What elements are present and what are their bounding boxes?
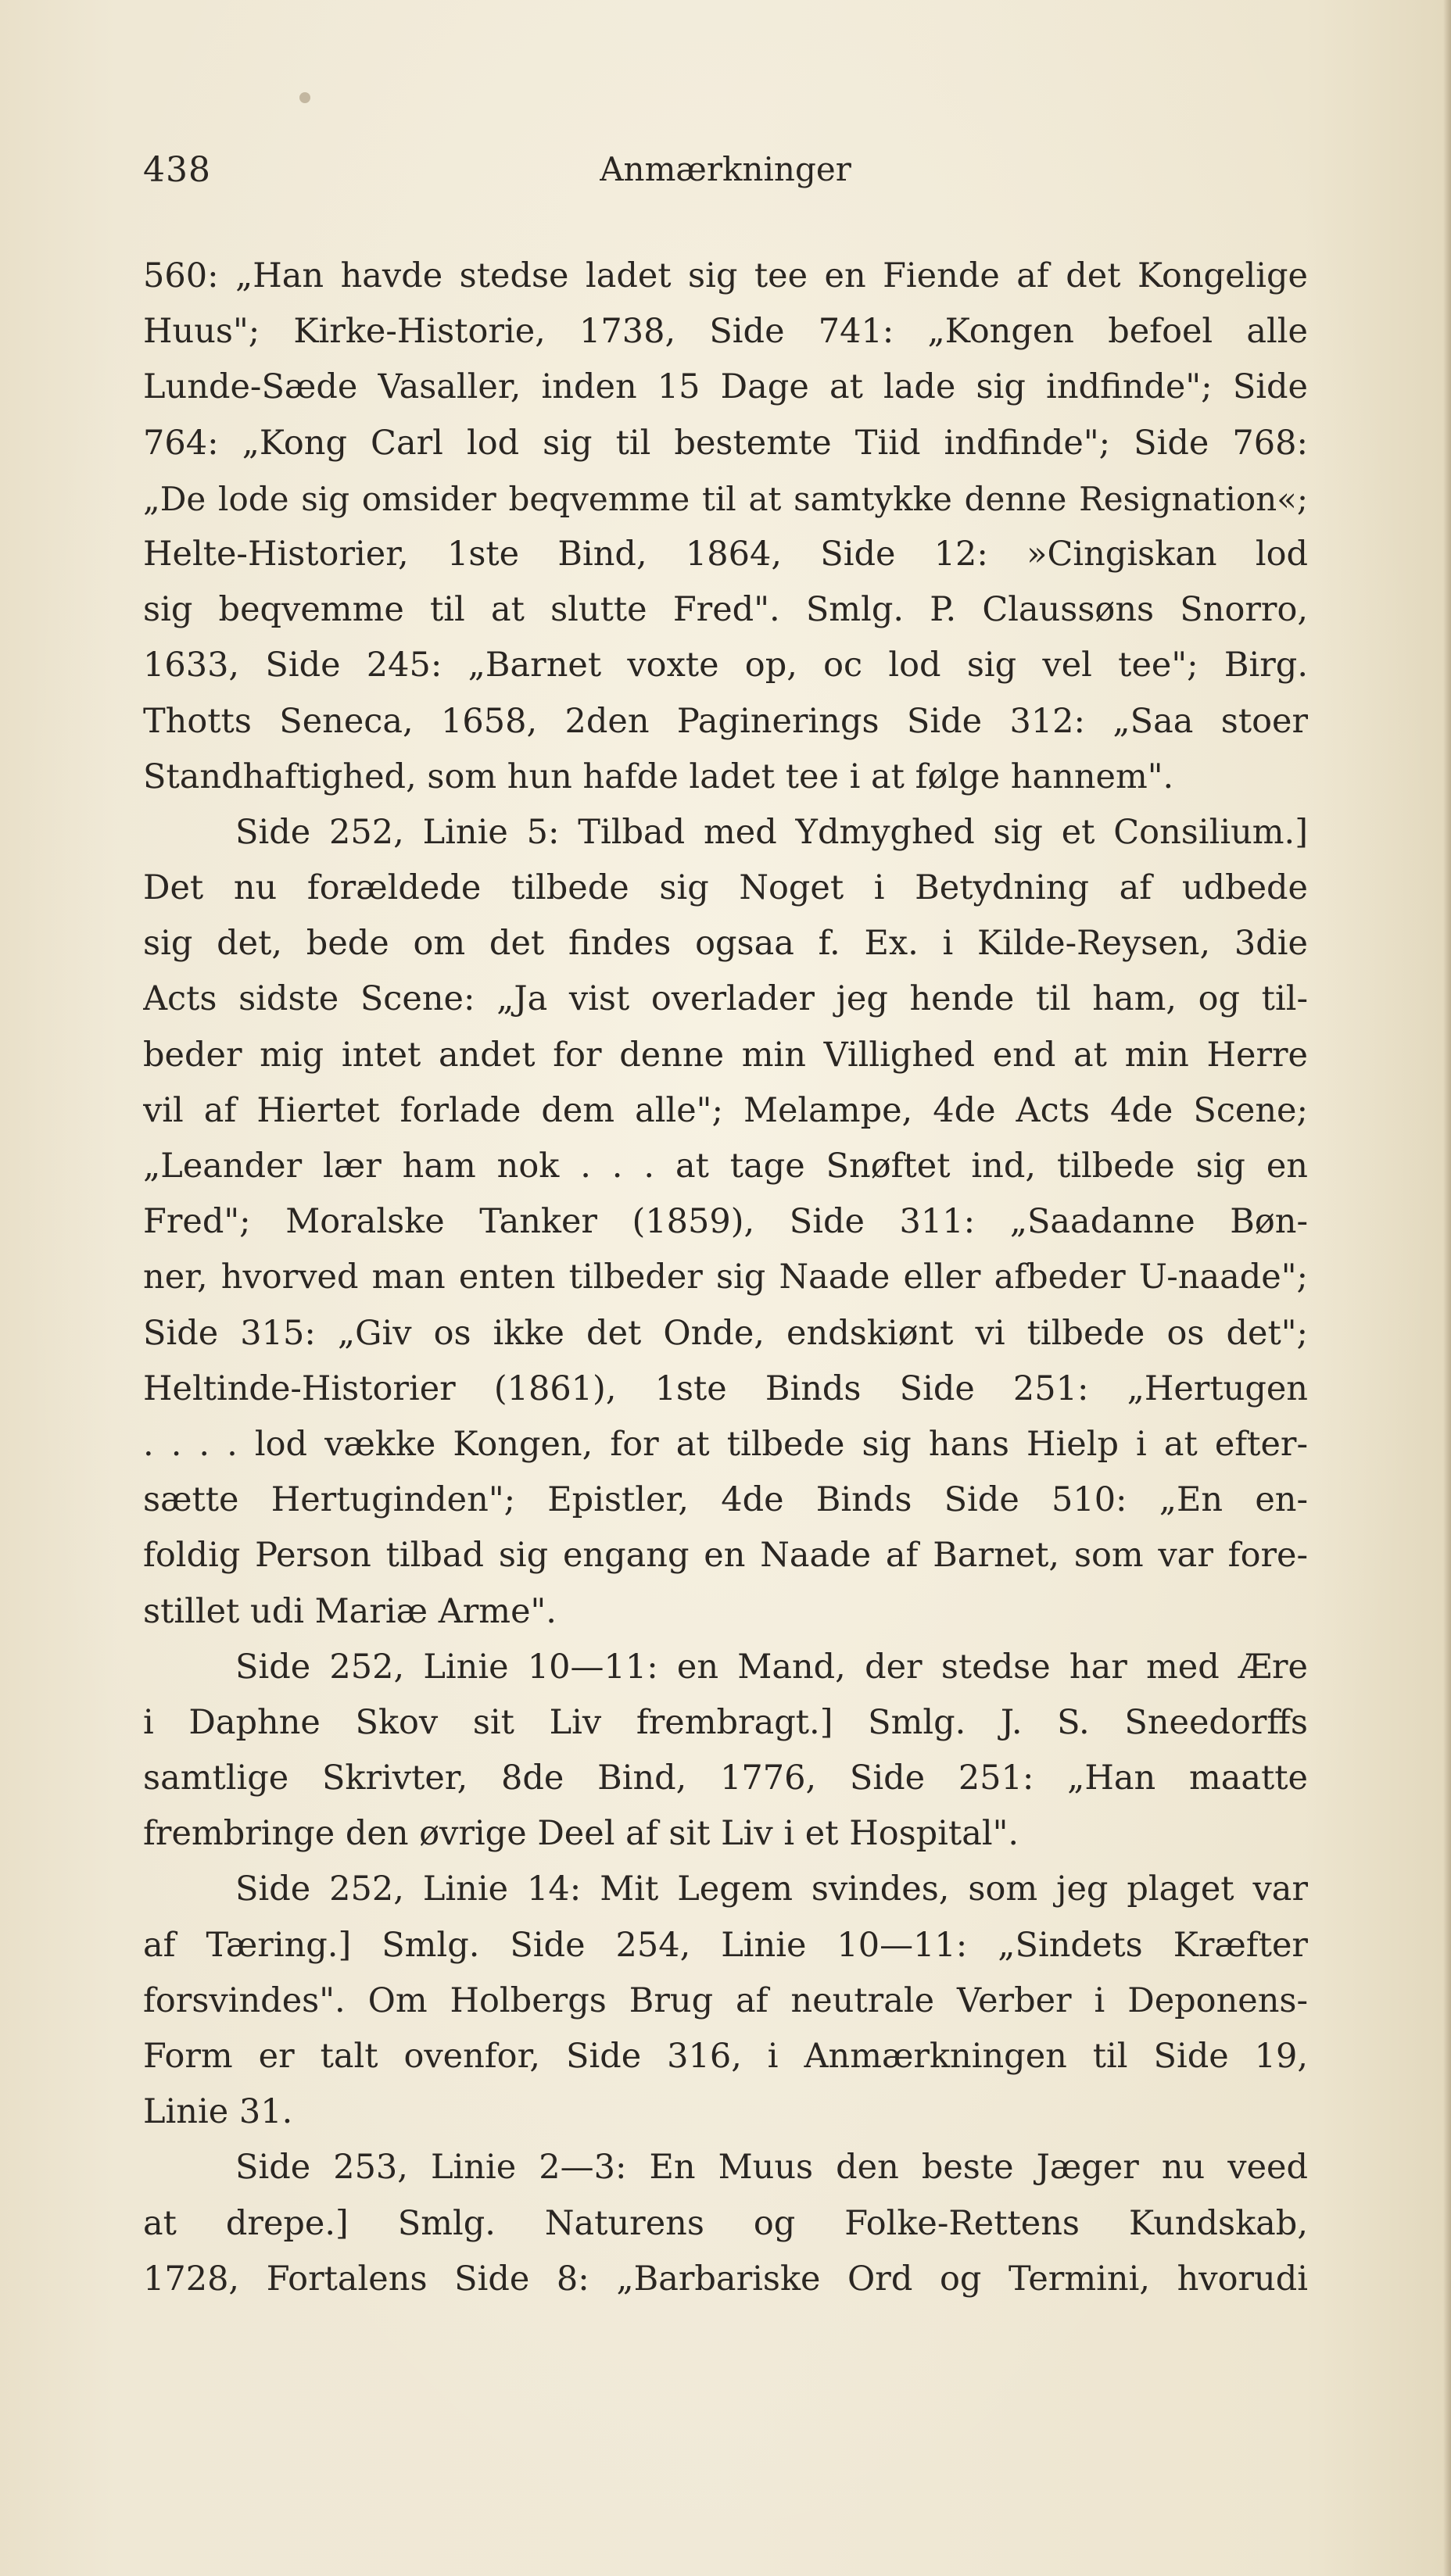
text-line: . . . . lod vække Kongen, for at tilbede sig hans Hielp i at efter- [143,1424,1308,1464]
text-line: Side 252, Linie 14: Mit Legem svindes, som jeg plaget var [235,1869,1308,1909]
text-line: at drepe.] Smlg. Naturens og Folke-Rettens Kundskab, [143,2203,1308,2243]
text-line: af Tæring.] Smlg. Side 254, Linie 10—11: „Sindets Kræfter [143,1925,1308,1965]
text-line: foldig Person tilbad sig engang en Naade af Barnet, som var fore- [143,1536,1308,1576]
running-head [143,150,1308,197]
text-line: stillet udi Mariæ Arme". [143,1591,557,1631]
body-text [143,249,1308,2307]
text-line: Fred"; Moralske Tanker (1859), Side 311: „Saadanne Bøn- [143,1202,1308,1242]
text-line: ner, hvorved man enten tilbeder sig Naade eller afbeder U-naade"; [143,1258,1308,1297]
page-number: 438 [143,150,211,190]
text-line: 1728, Fortalens Side 8: „Barbariske Ord og Termini, hvorudi [143,2259,1308,2299]
text-line: beder mig intet andet for denne min Villighed end at min Herre [143,1035,1308,1075]
text-line: „De lode sig omsider beqvemme til at samtykke denne Resignation«; [143,479,1308,518]
text-line: Heltinde-Historier (1861), 1ste Binds Side 251: „Hertugen [143,1368,1308,1408]
text-line: 1633, Side 245: „Barnet voxte op, oc lod sig vel tee"; Birg. [143,646,1308,685]
text-line: Helte-Historier, 1ste Bind, 1864, Side 12: »Cingiskan lod [143,534,1308,574]
text-line: samtlige Skrivter, 8de Bind, 1776, Side 251: „Han maatte [143,1758,1308,1798]
text-line: Huus"; Kirke-Historie, 1738, Side 741: „Kongen befoel alle [143,312,1308,352]
running-title: Anmærkninger [600,150,851,188]
text-line: Standhaftighed, som hun hafde ladet tee i at følge hannem". [143,757,1174,796]
text-line: frembringe den øvrige Deel af sit Liv i et Hospital". [143,1814,1019,1854]
paper-speck [299,92,310,103]
text-line: Acts sidste Scene: „Ja vist overlader jeg hende til ham, og til- [143,979,1308,1019]
text-line: Side 315: „Giv os ikke det Onde, endskiønt vi tilbede os det"; [143,1313,1308,1353]
text-line: Lunde-Sæde Vasaller, inden 15 Dage at lade sig indfinde"; Side [143,367,1308,407]
text-line: sætte Hertuginden"; Epistler, 4de Binds Side 510: „En en- [143,1480,1308,1520]
page-edge-shadow [1443,0,1451,2576]
text-line: forsvindes". Om Holbergs Brug af neutrale Verber i Deponens- [143,1980,1308,2020]
text-line: „Leander lær ham nok . . . at tage Snøftet ind, tilbede sig en [143,1147,1308,1186]
text-line: i Daphne Skov sit Liv frembragt.] Smlg. J. S. Sneedorffs [143,1702,1308,1742]
text-line: Linie 31. [143,2092,293,2132]
text-line: sig det, bede om det findes ogsaa f. Ex. i Kilde-Reysen, 3die [143,924,1308,964]
text-line: Side 252, Linie 5: Tilbad med Ydmyghed sig et Consilium.] [235,812,1308,852]
text-line: Side 252, Linie 10—11: en Mand, der stedse har med Ære [235,1647,1308,1687]
text-line: Thotts Seneca, 1658, 2den Paginerings Side 312: „Saa stoer [143,701,1308,741]
text-line: 764: „Kong Carl lod sig til bestemte Tiid indfinde"; Side 768: [143,423,1308,463]
text-line: sig beqvemme til at slutte Fred". Smlg. P. Claussøns Snorro, [143,590,1308,630]
text-line: vil af Hiertet forlade dem alle"; Melampe, 4de Acts 4de Scene; [143,1090,1308,1130]
text-line: Det nu forældede tilbede sig Noget i Betydning af udbede [143,868,1308,908]
text-line: Form er talt ovenfor, Side 316, i Anmærkningen til Side 19, [143,2037,1308,2076]
text-line: Side 253, Linie 2—3: En Muus den beste Jæger nu veed [235,2148,1308,2188]
text-line: 560: „Han havde stedse ladet sig tee en Fiende af det Kongelige [143,256,1308,295]
